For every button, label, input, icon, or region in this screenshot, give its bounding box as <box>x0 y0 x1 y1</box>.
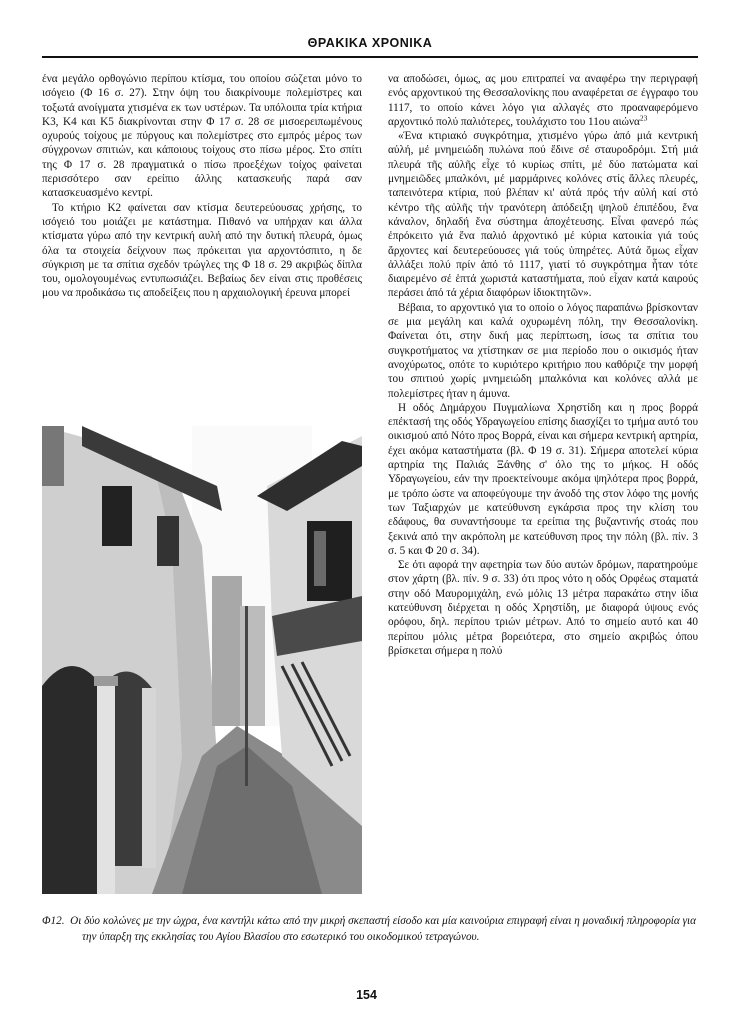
left-column <box>42 72 362 301</box>
street-photo-illustration <box>42 426 362 894</box>
right-paragraph-2-quote: «Ένα κτιριακό συγκρότημα, χτισμένο γύρω ἀπό μιά κεντρική αὐλή, μέ μνημειώδη πυλώνα πού ἔδινε σέ σταυροδρόμι. Στή μιά πλευρά τῆς αὐλῆς εἶχε τό κυρίως σπίτι, μέ δύο πατώματα καί μνημειῶδες μπαλκόνι, μέ μαρμάρινες κολόνες στίς ἄλλες πλευρές, ταπεινότερα κτίρια, πού βλέπαν κι' αὐτά πρός τήν αὐλή καί στό κέντρο τῆς αὐλῆς τήν τρανότερη ἀπόδειξη ψηλοῦ ἐπιπέδου, ἕνα κάναλον, δηλαδή ἕνα σύστημα ἀποχέτευσης. Εἶναι φανερό πώς ἐπρόκειτο γιά ἕνα παλιό ἀρχοντικό μέ κύρια κατοικία γιά τούς ἄρχοντες καί δευτερεύουσες γιά τούς ὑπηρέτες. Αὐτά ὅμως εἶχαν ἀλλάξει πολύ πρίν ἀπό τό 1117, γιατί τό συγκρότημα ἦταν τότε διαιρεμένο σέ ἑπτά χωριστά καταστήματα, πού εἶχαν κατά καιρούς περάσει ἀπό τά χέρια διαφόρων ἰδιοκτητῶν». <box>388 130 698 300</box>
right-paragraph-5: Σε ότι αφορά την αφετηρία των δύο αυτών δρόμων, παρατηρούμε στον χάρτη (βλ. πίν. 9 σ. 33) ότι προς νότο η οδός Ορφέως σταματά στην οδό Μαυρομιχάλη, ενώ μόλις 13 μέτρα παρακάτω στην ίδια κατεύθυνση διέρχεται η οδός Χρηστίδη, με διαφορά ύψους ενός ορόφου, δηλ. περίπου τριών μέτρων. Από το σημείο αυτό και 40 περίπου μόλις μέτρα βορειότερα, στο σημείο ακριβώς όπου βρίσκεται σήμερα η πολύ <box>388 559 698 657</box>
right-paragraph-3: Βέβαια, το αρχοντικό για το οποίο ο λόγος παραπάνω βρίσκονταν σε μια μεγάλη και καλά οχυρωμένη πόλη, την Θεσσαλονίκη. Φαίνεται ότι, στην δική μας περίπτωση, ίσως τα σπίτια του συγκροτήματος να χτίστηκαν σε μια περίοδο που ο οικισμός ήταν ανοχύρωτος, οπότε το κυριότερο κριτήριο που καθόριζε την μορφή του σπιτιού χωρίς μνημειώδη μπαλκόνια και κολόνες αλλά με πολεμίστρες ήταν η άμυνα. <box>388 301 698 400</box>
caption-text: Οι δύο κολώνες με την ώχρα, ένα καντήλι κάτω από την μικρή σκεπαστή είσοδο και μία καινούρια επιγραφή είναι η μοναδική πληροφορία για την ύπαρξη της εκκλησίας του Αγίου Βλασίου στο εσωτερικό του οικοδομικού τετραγώνου. <box>70 915 696 943</box>
right-paragraph-1-text: να αποδώσει, όμως, ας μου επιτραπεί να αναφέρω την περιγραφή ενός αρχοντικού της Θεσσαλονίκης που αναφέρεται σε έγγραφο του 1117, το οποίο κάνει λόγο για αλλαγές στο προαναφερόμενο αρχοντικό πολύ παλιότερες, τουλάχιστο του 11ου αιώνα <box>388 73 698 128</box>
caption-label: Φ12. <box>42 915 65 927</box>
right-column <box>388 72 698 658</box>
footnote-marker: 23 <box>639 113 648 123</box>
right-paragraph-1 <box>388 72 698 129</box>
right-paragraph-4: Η οδός Δημάρχου Πυγμαλίωνα Χρηστίδη και η προς βορρά επέκτασή της οδός Υδραγωγείου επίσης διασχίζει το τμήμα αυτό του οικισμού από Νότο προς Βορρά, είναι και σήμερα κεντρική αρτηρία, έχει ακόμα καταστήματα (βλ. Φ 19 σ. 31). Σήμερα αποτελεί κύρια αρτηρία της Παλιάς Ξάνθης σ' όλο της το μήκος. Η οδός Υδραγωγείου, εάν την προεκτείνουμε ακόμα ψηλότερα προς βορρά, με τρόπο ώστε να αποφεύγουμε την άνοδό της στον λόφο της μονής των Ταξιαρχών με κατεύθυνση εγκάρσια προς την κλίση του εδάφους, θα συναντήσουμε τα ερείπια της βυζαντινής στοάς που ξεκινά από την ακρόπολη με κατεύθυνση προς την πόλη (βλ. πίν. 3 σ. 5 και Φ 20 σ. 34). <box>388 401 698 557</box>
left-paragraph-1: ένα μεγάλο ορθογώνιο περίπου κτίσμα, του οποίου σώζεται μόνο το ισόγειο (Φ 16 σ. 27). Στην όψη του διακρίνουμε πολεμίστρες και τοξωτά ανοίγματα χτισμένα εκ των υστέρων. Τα υπόλοιπα τρία κτήρια Κ3, Κ4 και Κ5 διακρίνονται στην Φ 17 σ. 28 σε μισοερειπωμένους οχυρούς τοίχους με πύργους και πολεμίστρες στο εμπρός μέρος των σύγχρονων σπιτιών, και κάποιους τοίχους στο πίσω μέρος. Στο σπίτι της Φ 17 σ. 28 πραγματικά ο πίσω προεξέχων τοίχος φαίνεται περισσότερο σαν ερείπιο άλλης κατασκευής παρά σαν κατασκευασμένο κεντρί. <box>42 73 362 200</box>
street-photo <box>42 426 362 894</box>
figure-caption <box>42 914 698 945</box>
header-rule <box>42 56 698 58</box>
left-paragraph-2: Το κτήριο Κ2 φαίνεται σαν κτίσμα δευτερεύουσας χρήσης, το ισόγειό του μοιάζει με κατάστημα. Πιθανό να υπήρχαν και άλλα κτίσματα γύρω από την κεντρική αυλή από την δυτική πλευρά, όμως όλα τα στοιχεία δείχνουν πως πρόκειται για αρχοντόσπιτο, η δε σύγκριση με τα σπίτια σχεδόν τρώγλες της Φ 18 σ. 29 ακριβώς δίπλα του, ομολογουμένως εντυπωσιάζει. Βεβαίως δεν είναι στις προθέσεις μου να προδικάσω τις αποδείξεις που η αρχαιολογική έρευνα μπορεί <box>42 201 362 300</box>
running-header: ΘΡΑΚΙΚΑ ΧΡΟΝΙΚΑ <box>307 36 433 50</box>
page-number: 154 <box>356 988 377 1002</box>
